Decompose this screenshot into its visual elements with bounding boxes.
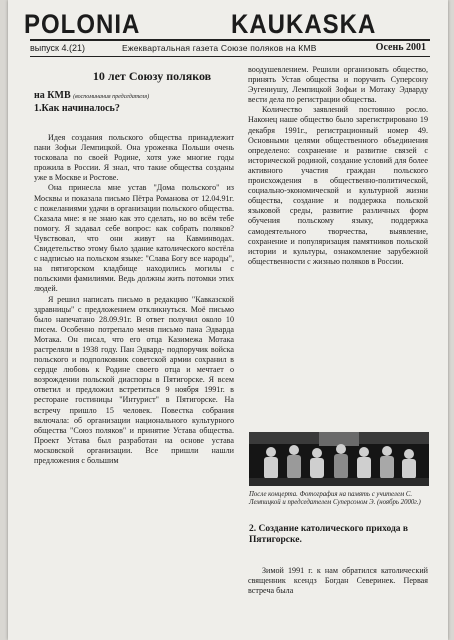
article-subtitle [34,90,234,101]
photo-caption: После концерта. Фотография на память с учителем С. Лемпицкой и председателем Суперсоном Э. (ноябрь 2000г.) [249,491,421,506]
group-photo-image [249,432,429,486]
issue-season: Осень 2001 [375,42,426,53]
newspaper-tagline: Ежеквартальная газета Союзе поляков на КМВ [122,43,317,53]
masthead-word-kaukaska: KAUKASKA [231,10,377,40]
column-right [248,65,428,267]
masthead-rule-bottom [30,56,430,57]
paragraph: Количество заявлений постоянно росло. Наконец наше общество было зарегистрировано 19 декабря 1991г., регистрационный номер 49. Основными целями общественного объединения определено: сохранение и развитие связей с исторической родиной, создание условий для более активного участия граждан польского происхождения в общественно-политической, социально-экономической и культурной жизни общества, создание и поддержка польской языковой среды, развитие различных форм обучения польскому языку, поддержка самодеятельного творчества, выявление, сохранение и популяризация памятников польской истории и культуры, ознакомление зарубежной общественности с жизнью поляков в России. [248,105,428,266]
masthead-rule-top [30,39,430,41]
section-heading-2: 2. Создание католического прихода в Пятигорске. [249,524,409,545]
concert-photo [249,432,429,486]
paragraph: Идея создания польского общества принадлежит пани Зофьи Лемпицкой. Она уроженка Польши очень тосковала по своей Родине, хотя уже многие годы прожила в России. Я знал, что такие общества созданы уже в Москве и Ростове. [34,133,234,183]
issue-number: выпуск 4.(21) [30,43,85,53]
paragraph: воодушевлением. Решили организовать общество, принять Устав общества и поручить Суперсону Эугениушу, Лемпицкой Зофьи и Мотаку Эдварду вести дела по регистрации общества. [248,65,428,105]
newspaper-page [8,0,448,640]
paragraph: Я решил написать письмо в редакцию "Кавказской здравницы" с предложением откликнуться. Моё письмо было напечатано 28.09.91г. В ответ получил около 10 писем. Особенно потрепало меня письмо пана Эдварда Мотака. Он писал, что его отца Казимежа Мотака растреляли в 1938 году. Пан Эдвард- подпоручик войска польского и подполковник советской армии сохранил в сердце любовь к Родине своего отца и мечтает о возрождении польской диаспоры в Пятигорске. Я всем ответил и предложил встретиться 9 ноября 1991г. в ресторане гостиницы "Интурист" в Пятигорске. На встречу пришло 15 человек. Повестка собрания включала: об организации национального культурного общества "Союз поляков" и принятие Устава общества. Проект Устава был разработан на основе устава московской организации. Все пришли нашли предложения с большим [34,294,234,465]
paragraph: Зимой 1991 г. к нам обратился католический священник ксендз Богдан Северинек. Первая встреча была [248,566,428,596]
paragraph: Она принесла мне устав "Дома польского" из Москвы и показала письмо Пётра Романова от 12.04.91г. с пожеланиями удачи в организации польского общества. Сказала мне: я не знаю как это сделать, но во всём тебе помогу. Я задавал себе вопрос: как собрать поляков? Чувствовал, что они живут на Кавминводах. Свидетельство этому было здание католического костёла с надписью на польском языке: "Слава Богу все народы", на пятигорском кладбище находились могилы с польскими фамилиями. Ведь должны жить потомки этих людей. [34,183,234,294]
issue-line [30,42,430,56]
masthead-word-polonia: POLONIA [24,10,141,40]
article-subtitle-text: на КМВ [34,90,71,101]
section-heading-1: 1.Как начиналось? [34,103,120,114]
masthead [24,10,436,39]
column-right-bottom [248,566,428,596]
column-left [34,133,234,466]
article-subtitle-note: (воспоминания председателя) [73,94,150,100]
article-title: 10 лет Союзу поляков [92,69,212,83]
